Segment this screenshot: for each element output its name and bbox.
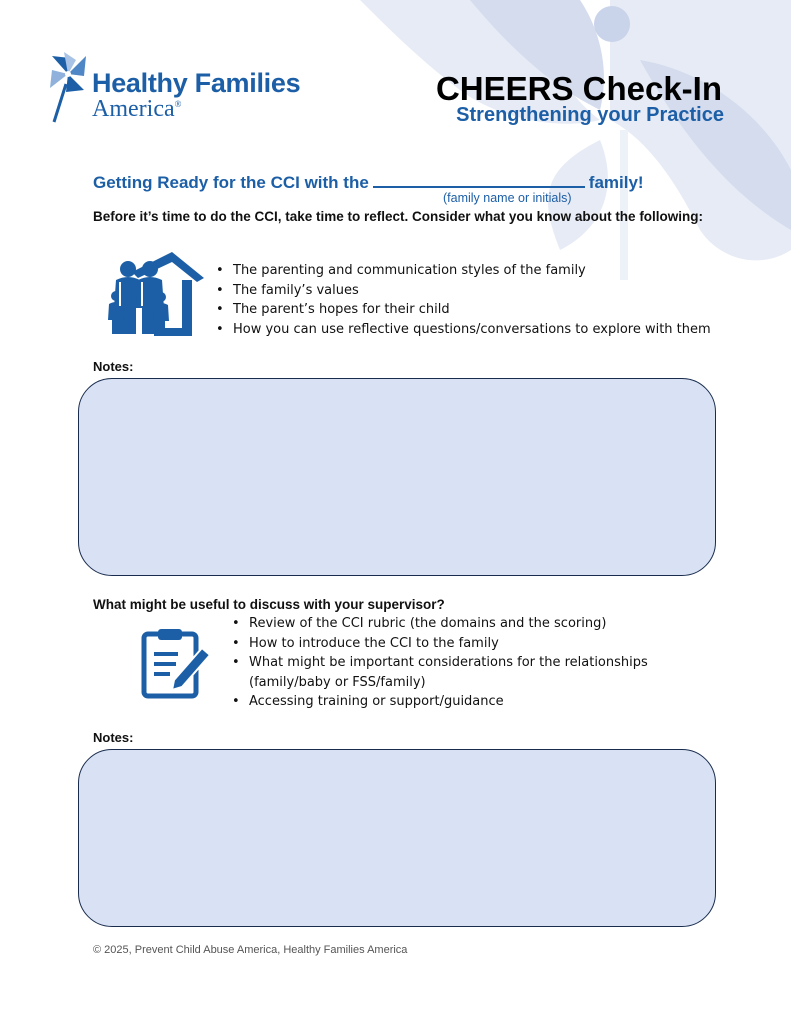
list-item: • The family’s values (216, 281, 711, 301)
family-name-hint: (family name or initials) (443, 191, 572, 205)
page-title: CHEERS Check-In (435, 70, 722, 107)
brand-name-america: America (92, 96, 175, 122)
registered-mark: ® (174, 99, 182, 109)
family-house-icon (104, 250, 204, 336)
notes-box-reflection[interactable] (78, 378, 716, 576)
list-item: • What might be important considerations for the relationships (232, 653, 648, 673)
notes-label: Notes: (93, 730, 134, 745)
section-heading-prefix: Getting Ready for the CCI with the (93, 173, 369, 192)
brand-name-line1: Healthy Families (92, 68, 301, 98)
supervisor-question: What might be useful to discuss with your supervisor? (93, 597, 445, 612)
section-heading-suffix: family! (588, 173, 644, 192)
list-item: • How you can use reflective questions/conversations to explore with them (216, 320, 711, 340)
list-item: • Review of the CCI rubric (the domains and the scoring) (232, 614, 648, 634)
reflection-list (216, 261, 711, 339)
supervisor-list (232, 614, 648, 712)
family-name-blank[interactable] (373, 170, 585, 188)
section-heading (93, 170, 644, 193)
list-item: • Accessing training or support/guidance (232, 692, 648, 712)
list-item: • The parenting and communication styles of the family (216, 261, 711, 281)
reflection-intro: Before it’s time to do the CCI, take time to reflect. Consider what you know about the following: (93, 209, 704, 224)
notes-label: Notes: (93, 359, 134, 374)
clipboard-pencil-icon (140, 628, 212, 700)
list-item: • How to introduce the CCI to the family (232, 634, 648, 654)
list-item-continuation: (family/baby or FSS/family) (249, 674, 426, 690)
footer-copyright: © 2025, Prevent Child Abuse America, Healthy Families America (93, 944, 408, 956)
brand-name-line2 (92, 96, 181, 123)
page-subtitle: Strengthening your Practice (456, 104, 724, 126)
notes-box-supervisor[interactable] (78, 749, 716, 927)
list-item: • The parent’s hopes for their child (216, 300, 711, 320)
